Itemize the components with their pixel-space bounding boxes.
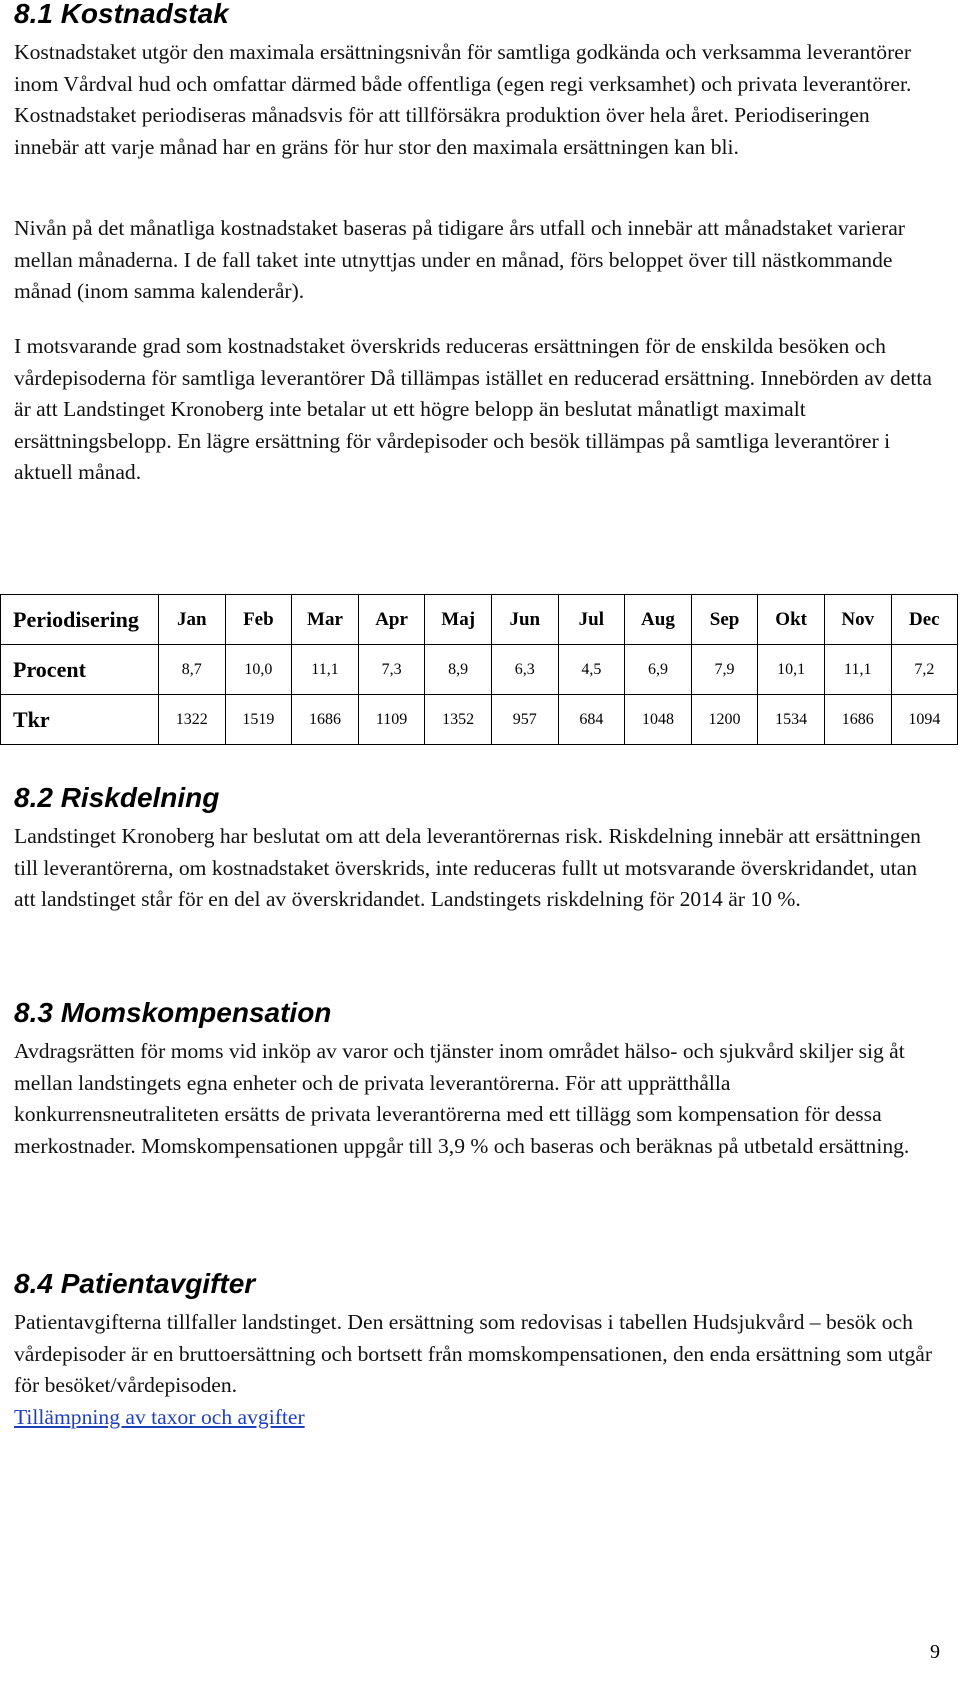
table-cell: 1686 xyxy=(824,695,891,745)
table-cell: 7,9 xyxy=(691,645,758,695)
table-row xyxy=(1,645,958,695)
table-cell: 6,9 xyxy=(625,645,692,695)
section-title-momskompensation: 8.3 Momskompensation xyxy=(14,997,332,1028)
table-cell: 1048 xyxy=(625,695,692,745)
table-month-header: Jan xyxy=(159,595,226,645)
section-title-patientavgifter: 8.4 Patientavgifter xyxy=(14,1268,256,1299)
table-month-header: Dec xyxy=(891,595,958,645)
table-cell: 1534 xyxy=(758,695,825,745)
section-title-kostnadstak: 8.1 Kostnadstak xyxy=(14,0,229,29)
table-cell: 1686 xyxy=(292,695,359,745)
table-cell: 4,5 xyxy=(558,645,625,695)
table-cell: 10,1 xyxy=(758,645,825,695)
table-month-header: Jul xyxy=(558,595,625,645)
paragraph-riskdelning: Landstinget Kronoberg har beslutat om att dela leverantörernas risk. Riskdelning innebär att ersättningen till leverantörerna, om kostnadstaket överskrids, inte reduceras fullt ut motsvarande överskridandet, utan att landstinget står för en del av överskridandet. Landstingets riskdelning för 2014 är 10 %. xyxy=(14,824,921,911)
table-cell: 684 xyxy=(558,695,625,745)
paragraph-kostnadstak-1: Kostnadstaket utgör den maximala ersättningsnivån för samtliga godkända och verksamma leverantörer inom Vårdval hud och omfattar därmed både offentliga (egen regi verksamhet) och privata leverantörer. Kostnadstaket periodiseras månadsvis för att tillförsäkra produktion över hela året. Periodiseringen innebär att varje månad har en gräns för hur stor den maximala ersättningen kan bli. xyxy=(14,40,912,159)
section-title-riskdelning: 8.2 Riskdelning xyxy=(14,782,220,813)
table-month-header: Feb xyxy=(225,595,292,645)
table-cell: 7,3 xyxy=(358,645,425,695)
table-cell: 11,1 xyxy=(292,645,359,695)
table-cell: 1094 xyxy=(891,695,958,745)
periodisering-table xyxy=(0,594,958,745)
paragraph-kostnadstak-2: Nivån på det månatliga kostnadstaket baseras på tidigare års utfall och innebär att månadstaket varierar mellan månaderna. I de fall taket inte utnyttjas under en månad, förs beloppet över till nästkommande månad (inom samma kalenderår). xyxy=(14,216,905,303)
table-month-header: Sep xyxy=(691,595,758,645)
table-cell: 1322 xyxy=(159,695,226,745)
table-cell: 1200 xyxy=(691,695,758,745)
taxor-avgifter-link[interactable]: Tillämpning av taxor och avgifter xyxy=(14,1404,305,1429)
table-month-header: Okt xyxy=(758,595,825,645)
table-header-label: Periodisering xyxy=(1,595,159,645)
paragraph-patientavgifter-text: Patientavgifterna tillfaller landstinget. Den ersättning som redovisas i tabellen Hudsjukvård – besök och vårdepisoder är en bruttoersättning och bortsett från momskompensationen, den enda ersättning som utgår för besöket/vårdepisoden. xyxy=(14,1310,933,1397)
table-cell: 7,2 xyxy=(891,645,958,695)
paragraph-kostnadstak-3: I motsvarande grad som kostnadstaket överskrids reduceras ersättningen för de enskilda besöken och vårdepisoderna för samtliga leverantörer Då tillämpas istället en reducerad ersättning. Innebörden av detta är att Landstinget Kronoberg inte betalar ut ett högre belopp än beslutat månatligt maximalt ersättningsbelopp. En lägre ersättning för vårdepisoder och besök tillämpas på samtliga leverantörer i aktuell månad. xyxy=(14,334,932,484)
paragraph-patientavgifter xyxy=(14,1307,939,1433)
table-month-header: Apr xyxy=(358,595,425,645)
table-month-header: Maj xyxy=(425,595,492,645)
table-cell: 8,9 xyxy=(425,645,492,695)
table-cell: 10,0 xyxy=(225,645,292,695)
page-number: 9 xyxy=(930,1641,940,1663)
table-header-row xyxy=(1,595,958,645)
table-cell: 11,1 xyxy=(824,645,891,695)
table-row xyxy=(1,695,958,745)
table-month-header: Jun xyxy=(491,595,558,645)
paragraph-momskompensation: Avdragsrätten för moms vid inköp av varor och tjänster inom området hälso- och sjukvård skiljer sig åt mellan landstingets egna enheter och de privata leverantörerna. För att upprätthålla konkurrensneutraliteten ersätts de privata leverantörerna med ett tillägg som kompensation för dessa merkostnader. Momskompensationen uppgår till 3,9 % och baseras och beräknas på utbetald ersättning. xyxy=(14,1039,910,1158)
table-cell: 1109 xyxy=(358,695,425,745)
table-month-header: Nov xyxy=(824,595,891,645)
table-cell: 1352 xyxy=(425,695,492,745)
table-row-label: Procent xyxy=(1,645,159,695)
table-month-header: Aug xyxy=(625,595,692,645)
table-month-header: Mar xyxy=(292,595,359,645)
table-cell: 6,3 xyxy=(491,645,558,695)
table-row-label: Tkr xyxy=(1,695,159,745)
table-cell: 957 xyxy=(491,695,558,745)
table-cell: 8,7 xyxy=(159,645,226,695)
table-cell: 1519 xyxy=(225,695,292,745)
